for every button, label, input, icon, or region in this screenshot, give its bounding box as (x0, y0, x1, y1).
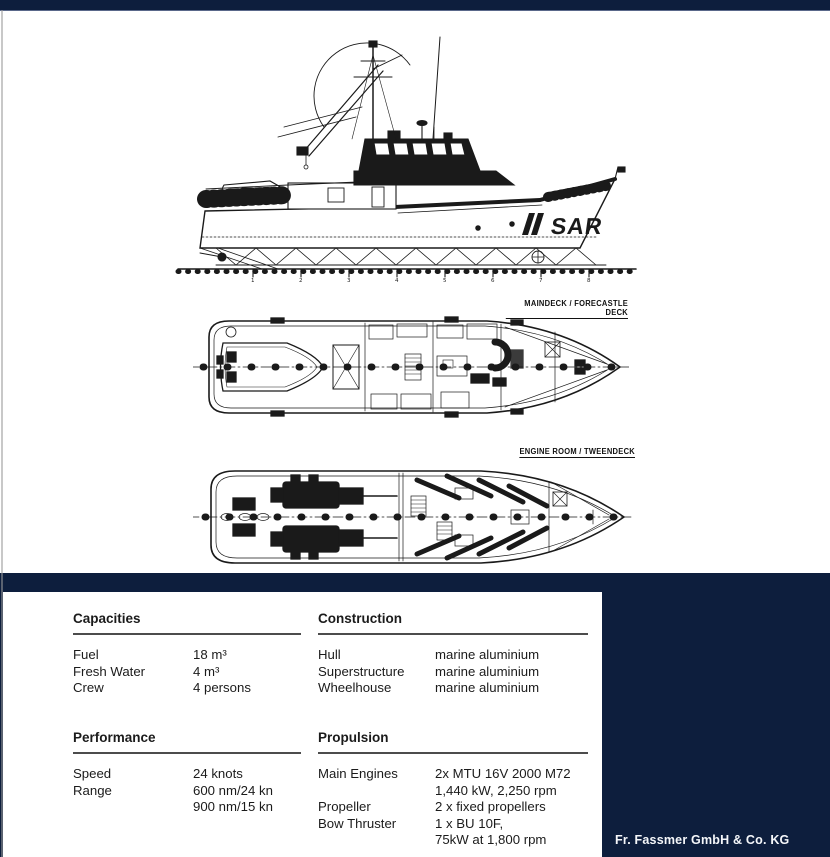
svg-text:8: 8 (587, 278, 591, 283)
spec-value: 1 x BU 10F, (435, 815, 504, 831)
spec-label: Range (73, 782, 112, 798)
engineroom-plan-drawing (193, 458, 633, 576)
section-rule (318, 752, 588, 754)
spec-row (73, 783, 301, 800)
section-capacities (73, 611, 301, 697)
maindeck-label-text: MAINDECK / FORECASTLE DECK (506, 299, 628, 319)
technical-drawings-panel (0, 11, 830, 573)
company-name: Fr. Fassmer GmbH & Co. KG (615, 833, 790, 847)
spec-row (73, 766, 301, 783)
section-performance (73, 730, 301, 816)
spec-row (73, 680, 301, 697)
navy-footer-band (0, 573, 830, 857)
svg-text:7: 7 (539, 278, 543, 283)
spec-value: marine aluminium (435, 647, 540, 662)
spec-label: Bow Thruster (318, 815, 397, 831)
spec-value: 4 m³ (193, 663, 220, 679)
spec-row (318, 832, 588, 849)
section-title: Performance (73, 730, 156, 745)
spec-label: Fresh Water (73, 663, 146, 679)
spec-label: Hull (318, 647, 341, 662)
spec-value: 18 m³ (193, 647, 227, 662)
spec-label: Fuel (73, 647, 99, 662)
section-title: Construction (318, 611, 402, 626)
spec-row (318, 799, 588, 816)
section-construction (318, 611, 588, 697)
svg-text:3: 3 (347, 278, 351, 283)
spec-value: 1,440 kW, 2,250 rpm (435, 782, 557, 798)
svg-text:1: 1 (251, 278, 255, 283)
svg-text:5: 5 (443, 278, 447, 283)
top-navy-bar (0, 0, 830, 11)
spec-row (318, 647, 588, 664)
svg-text:4: 4 (395, 278, 399, 283)
spec-label (318, 783, 435, 800)
spec-label (318, 832, 435, 849)
spec-value: 600 nm/24 kn (193, 782, 273, 798)
svg-text:6: 6 (491, 278, 495, 283)
maindeck-plan-drawing (193, 310, 629, 424)
spec-label: Crew (73, 680, 104, 696)
spec-value: 900 nm/15 kn (193, 799, 273, 815)
spec-label (73, 799, 193, 816)
spec-label: Propeller (318, 799, 371, 815)
spec-label: Speed (73, 766, 112, 781)
spec-value: 2 x fixed propellers (435, 799, 546, 815)
svg-text:2: 2 (299, 278, 303, 283)
spec-value: 2x MTU 16V 2000 M72 (435, 766, 571, 781)
spec-value: marine aluminium (435, 663, 540, 679)
spec-value: 4 persons (193, 680, 251, 696)
section-propulsion (318, 730, 588, 849)
spec-row (318, 766, 588, 783)
section-rule (73, 633, 301, 635)
page-edge-line (1, 10, 3, 857)
spec-label: Superstructure (318, 663, 405, 679)
sar-hull-text: SAR (549, 213, 605, 239)
engineroom-label (513, 447, 635, 458)
section-rule (318, 633, 588, 635)
vessel-side-elevation-drawing (166, 31, 644, 283)
spec-row (318, 664, 588, 681)
spec-row (318, 783, 588, 800)
spec-row (73, 799, 301, 816)
spec-row (318, 680, 588, 697)
spec-label: Main Engines (318, 766, 398, 781)
spec-value: 24 knots (193, 766, 243, 781)
section-title: Propulsion (318, 730, 389, 745)
section-title: Capacities (73, 611, 141, 626)
spec-label: Wheelhouse (318, 680, 392, 696)
engineroom-label-text: ENGINE ROOM / TWEENDECK (519, 447, 635, 456)
spec-row (318, 816, 588, 833)
spec-value: marine aluminium (435, 680, 540, 696)
section-rule (73, 752, 301, 754)
specifications-card (3, 592, 602, 857)
spec-row (73, 664, 301, 681)
spec-value: 75kW at 1,800 rpm (435, 832, 547, 848)
frame-scale-numbers (251, 278, 591, 283)
spec-row (73, 647, 301, 664)
